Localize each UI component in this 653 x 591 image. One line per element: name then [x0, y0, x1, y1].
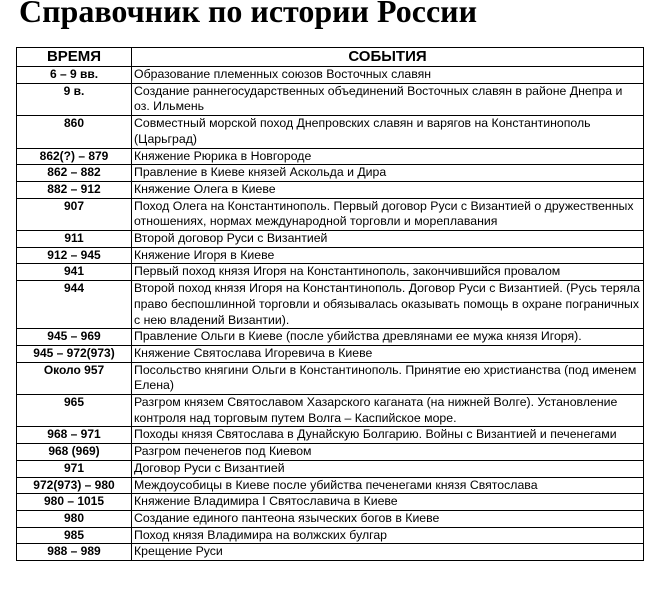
- time-cell: 911: [17, 231, 132, 248]
- event-cell: Посольство княгини Ольги в Константинополь. Принятие ею христианства (под именем Елена): [132, 362, 644, 394]
- header-events: СОБЫТИЯ: [132, 48, 644, 67]
- time-cell: 862(?) – 879: [17, 148, 132, 165]
- time-cell: 988 – 989: [17, 544, 132, 561]
- time-cell: 972(973) – 980: [17, 477, 132, 494]
- time-cell: 9 в.: [17, 83, 132, 115]
- table-row: [17, 477, 644, 494]
- event-cell: Поход князя Владимира на волжских булгар: [132, 527, 644, 544]
- table-row: [17, 116, 644, 148]
- table-row: [17, 427, 644, 444]
- event-cell: Разгром печенегов под Киевом: [132, 444, 644, 461]
- table-row: [17, 83, 644, 115]
- event-cell: Разгром князем Святославом Хазарского каганата (на нижней Волге). Установление контроля над торговым путем Волга – Каспийское море.: [132, 395, 644, 427]
- table-row: [17, 510, 644, 527]
- event-cell: Договор Руси с Византией: [132, 460, 644, 477]
- time-cell: 882 – 912: [17, 181, 132, 198]
- table-row: [17, 395, 644, 427]
- time-cell: 980 – 1015: [17, 494, 132, 511]
- time-cell: 980: [17, 510, 132, 527]
- event-cell: Образование племенных союзов Восточных славян: [132, 67, 644, 84]
- event-cell: Создание единого пантеона языческих богов в Киеве: [132, 510, 644, 527]
- time-cell: 968 (969): [17, 444, 132, 461]
- event-cell: Поход Олега на Константинополь. Первый договор Руси с Византией о дружественных отношениях, нормах международной торговли и мореплавания: [132, 198, 644, 230]
- time-cell: Около 957: [17, 362, 132, 394]
- table-row: [17, 67, 644, 84]
- event-cell: Походы князя Святослава в Дунайскую Болгарию. Войны с Византией и печенегами: [132, 427, 644, 444]
- table-row: [17, 231, 644, 248]
- table-row: [17, 264, 644, 281]
- time-cell: 965: [17, 395, 132, 427]
- event-cell: Правление Ольги в Киеве (после убийства древлянами ее мужа князя Игоря).: [132, 329, 644, 346]
- table-row: [17, 247, 644, 264]
- event-cell: Второй поход князя Игоря на Константинополь. Договор Руси с Византией. (Русь теряла право беспошлинной торговли и обязывалась оказывать помощь в охране пограничных с нею владений Византии).: [132, 281, 644, 329]
- event-cell: Совместный морской поход Днепровских славян и варягов на Константинополь (Царьград): [132, 116, 644, 148]
- time-cell: 944: [17, 281, 132, 329]
- table-row: [17, 527, 644, 544]
- time-cell: 912 – 945: [17, 247, 132, 264]
- time-cell: 945 – 969: [17, 329, 132, 346]
- table-row: [17, 444, 644, 461]
- time-cell: 862 – 882: [17, 165, 132, 182]
- event-cell: Княжение Владимира I Святославича в Киеве: [132, 494, 644, 511]
- table-row: [17, 460, 644, 477]
- time-cell: 860: [17, 116, 132, 148]
- page-title: Справочник по истории России: [19, 0, 478, 29]
- time-cell: 941: [17, 264, 132, 281]
- table-row: [17, 345, 644, 362]
- event-cell: Первый поход князя Игоря на Константинополь, закончившийся провалом: [132, 264, 644, 281]
- table-row: [17, 544, 644, 561]
- table-row: [17, 198, 644, 230]
- event-cell: Княжение Игоря в Киеве: [132, 247, 644, 264]
- event-cell: Правление в Киеве князей Аскольда и Дира: [132, 165, 644, 182]
- table-header-row: [17, 48, 644, 67]
- table-row: [17, 329, 644, 346]
- event-cell: Создание раннегосударственных объединений Восточных славян в районе Днепра и оз. Ильмень: [132, 83, 644, 115]
- header-time: ВРЕМЯ: [17, 48, 132, 67]
- table-row: [17, 494, 644, 511]
- time-cell: 6 – 9 вв.: [17, 67, 132, 84]
- time-cell: 945 – 972(973): [17, 345, 132, 362]
- table-row: [17, 148, 644, 165]
- event-cell: Междоусобицы в Киеве после убийства печенегами князя Святослава: [132, 477, 644, 494]
- table-row: [17, 281, 644, 329]
- event-cell: Княжение Святослава Игоревича в Киеве: [132, 345, 644, 362]
- table-row: [17, 181, 644, 198]
- history-table: [16, 47, 644, 561]
- event-cell: Княжение Рюрика в Новгороде: [132, 148, 644, 165]
- time-cell: 971: [17, 460, 132, 477]
- time-cell: 985: [17, 527, 132, 544]
- time-cell: 907: [17, 198, 132, 230]
- table-row: [17, 165, 644, 182]
- table-row: [17, 362, 644, 394]
- event-cell: Второй договор Руси с Византией: [132, 231, 644, 248]
- time-cell: 968 – 971: [17, 427, 132, 444]
- event-cell: Крещение Руси: [132, 544, 644, 561]
- event-cell: Княжение Олега в Киеве: [132, 181, 644, 198]
